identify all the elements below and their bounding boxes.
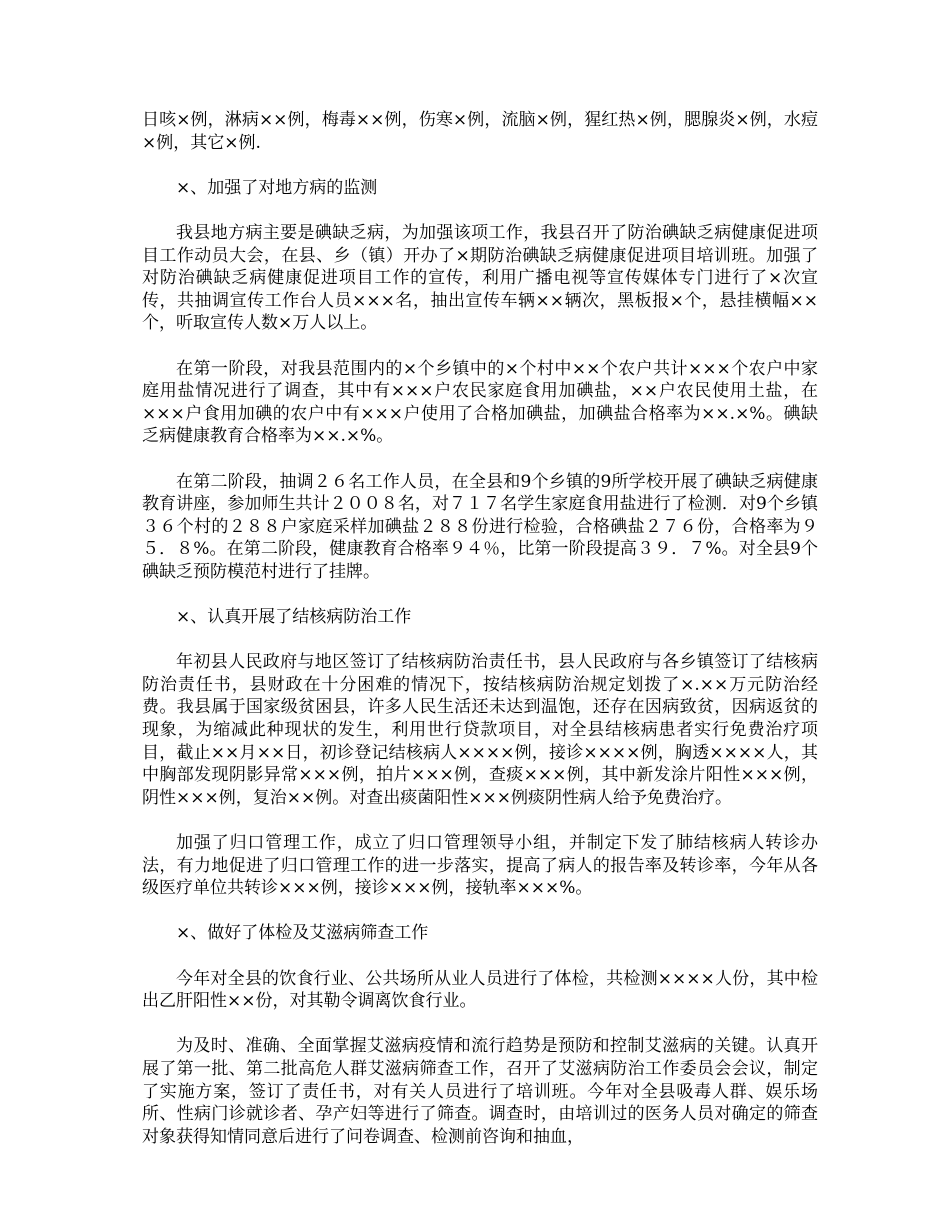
paragraph-disease-list: 日咳×例，淋病××例，梅毒××例，伤寒×例，流脑×例，猩红热×例，腮腺炎×例，水痘×例，其它×例. [142,110,818,153]
section-heading-tuberculosis: ×、认真开展了结核病防治工作 [176,607,412,628]
section-heading-checkup-aids: ×、做好了体检及艾滋病筛查工作 [176,923,429,944]
paragraph-health-checkup: 今年对全县的饮食行业、公共场所从业人员进行了体检，共检测××××人份，其中检出乙肝阳性××份，对其勒令调离饮食行业。 [142,968,818,1012]
paragraph-aids-screening: 为及时、准确、全面掌握艾滋病疫情和流行趋势是预防和控制艾滋病的关键。认真开展了第一批、第二批高危人群艾滋病筛查工作，召开了艾滋病防治工作委员会会议，制定了实施方案，签订了责任书，对有关人员进行了培训班。今年对全县吸毒人群、娱乐场所、性病门诊就诊者、孕产妇等进行了筛查。调查时，由培训过的医务人员对确定的筛查对象获得知情同意后进行了问卷调查、检测前咨询和抽血， [142,1036,818,1147]
paragraph-tuberculosis-funding: 年初县人民政府与地区签订了结核病防治责任书，县人民政府与各乡镇签订了结核病防治责任书，县财政在十分困难的情况下，按结核病防治规定划拨了×.××万元防治经费。我县属于国家级贫困县，许多人民生活还未达到温饱，还存在因病致贫，因病返贫的现象，为缩减此种现状的发生，利用世行贷款项目，对全县结核病患者实行免费治疗项目，截止××月××日，初诊登记结核病人××××例，接诊××××例，胸透××××人，其中胸部发现阴影异常×××例，拍片×××例，查痰×××例，其中新发涂片阳性×××例，阴性×××例，复治××例。对查出痰菌阳性×××例痰阴性病人给予免费治疗。 [142,652,818,808]
section-heading-endemic-disease: ×、加强了对地方病的监测 [176,177,378,198]
paragraph-referral-management: 加强了归口管理工作，成立了归口管理领导小组，并制定下发了肺结核病人转诊办法，有力地促进了归口管理工作的进一步落实，提高了病人的报告率及转诊率，今年从各级医疗单位共转诊×××例，接诊×××例，接轨率×××%。 [142,833,818,899]
paragraph-iodine-deficiency-overview: 我县地方病主要是碘缺乏病，为加强该项工作，我县召开了防治碘缺乏病健康促进项目工作动员大会，在县、乡（镇）开办了×期防治碘缺乏病健康促进项目培训班。加强了对防治碘缺乏病健康促进项目工作的宣传，利用广播电视等宣传媒体专门进行了×次宣传，共抽调宣传工作台人员×××名，抽出宣传车辆××辆次，黑板报×个，悬挂横幅××个，听取宣传人数×万人以上。 [142,222,818,334]
paragraph-phase-one: 在第一阶段，对我县范围内的×个乡镇中的×个村中××个农户共计×××个农户中家庭用盐情况进行了调查，其中有×××户农民家庭食用加碘盐，××户农民使用土盐，在×××户食用加碘的农户中有×××户使用了合格加碘盐，加碘盐合格率为××.×%。碘缺乏病健康教育合格率为××.×%。 [142,358,818,447]
document-page [142,109,818,1171]
paragraph-phase-two: 在第二阶段，抽调２６名工作人员，在全县和9个乡镇的9所学校开展了碘缺乏病健康教育讲座，参加师生共计２００８名，对７１７名学生家庭食用盐进行了检测．对9个乡镇３６个村的２８８户家庭采样加碘盐２８８份进行检验，合格碘盐２７６份，合格率为９５．８%。在第二阶段，健康教育合格率９４％，比第一阶段提高３９．７%。对全县9个碘缺乏预防模范村进行了挂牌。 [142,471,818,582]
